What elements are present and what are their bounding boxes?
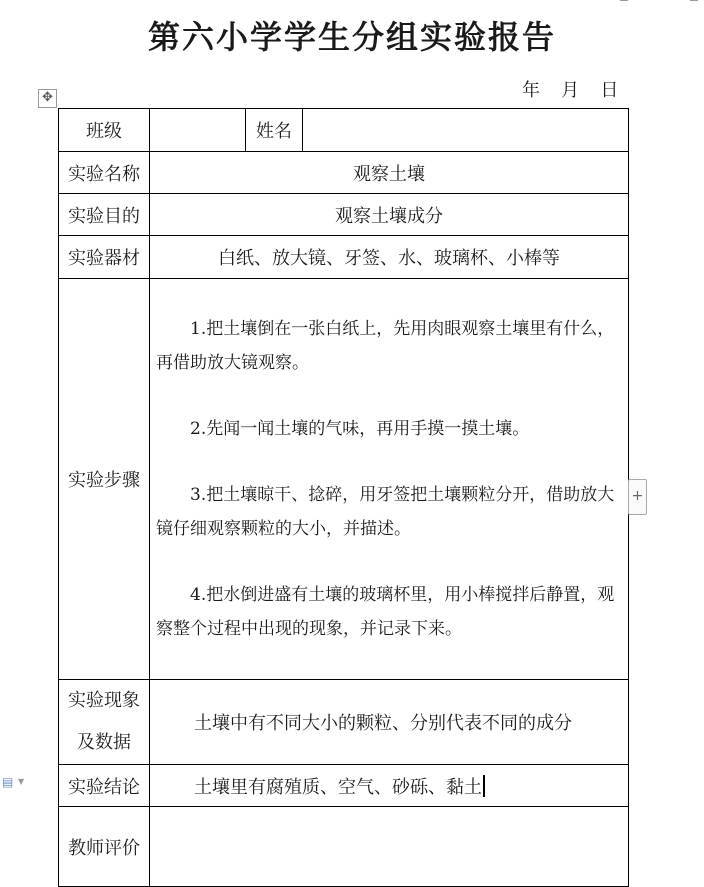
steps-field[interactable] xyxy=(150,279,629,680)
observation-label xyxy=(59,680,150,765)
equipment-label: 实验器材 xyxy=(59,236,150,279)
add-column-icon[interactable]: + xyxy=(628,479,647,515)
purpose-label: 实验目的 xyxy=(59,194,150,236)
step-item: 3.把土壤晾干、捻碎，用牙签把土壤颗粒分开，借助放大镜仔细观察颗粒的大小，并描述。 xyxy=(156,485,615,539)
document-icon[interactable]: ▤ xyxy=(2,775,14,789)
page-corner-mark xyxy=(620,0,628,3)
teacher-comment-label: 教师评价 xyxy=(59,807,150,887)
name-label: 姓名 xyxy=(246,109,303,152)
conclusion-text: 土壤里有腐殖质、空气、砂砾、黏土 xyxy=(194,776,482,798)
page-title: 第六小学学生分组实验报告 xyxy=(147,18,556,56)
conclusion-field[interactable] xyxy=(150,765,629,807)
step-item: 4.把水倒进盛有土壤的玻璃杯里，用小棒搅拌后静置，观察整个过程中出现的现象，并记录下来。 xyxy=(156,585,615,639)
teacher-comment-field[interactable] xyxy=(150,807,629,887)
class-field[interactable] xyxy=(150,109,246,152)
report-table xyxy=(58,108,629,887)
observation-label-line2: 及数据 xyxy=(77,732,131,753)
date-line: 年 月 日 xyxy=(522,80,620,101)
class-label: 班级 xyxy=(59,109,150,152)
steps-label: 实验步骤 xyxy=(59,279,150,680)
experiment-name-label: 实验名称 xyxy=(59,152,150,194)
page-corner-mark xyxy=(690,0,698,3)
conclusion-label: 实验结论 xyxy=(59,765,150,807)
observation-field[interactable]: 土壤中有不同大小的颗粒、分别代表不同的成分 xyxy=(150,680,629,765)
observation-label-line1: 实验现象 xyxy=(68,690,140,711)
name-field[interactable] xyxy=(303,109,629,152)
step-item: 2.先闻一闻土壤的气味，再用手摸一摸土壤。 xyxy=(190,419,530,439)
text-cursor xyxy=(483,775,485,797)
experiment-name-field[interactable]: 观察土壤 xyxy=(150,152,629,194)
move-table-icon[interactable]: ✥ xyxy=(38,89,57,108)
equipment-field[interactable]: 白纸、放大镜、牙签、水、玻璃杯、小棒等 xyxy=(150,236,629,279)
step-item: 1.把土壤倒在一张白纸上，先用肉眼观察土壤里有什么，再借助放大镜观察。 xyxy=(156,319,615,373)
purpose-field[interactable]: 观察土壤成分 xyxy=(150,194,629,236)
chevron-down-icon[interactable]: ▼ xyxy=(18,777,25,786)
